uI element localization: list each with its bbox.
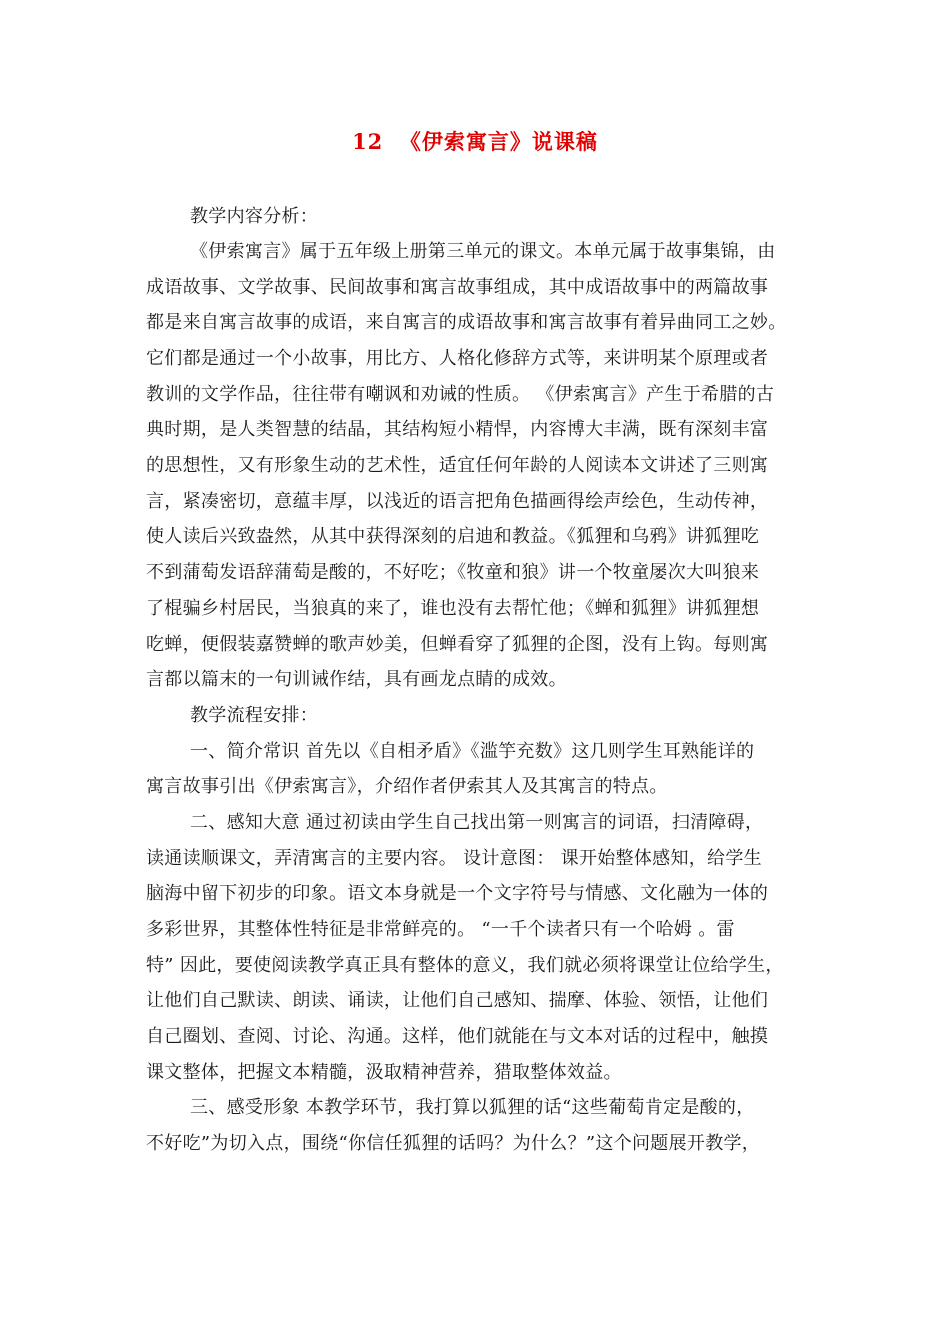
text-line: 不好吃”为切入点，围绕“你信任狐狸的话吗？为什么？”这个问题展开教学， (146, 1133, 761, 1154)
text-line: 了棍骗乡村居民，当狼真的来了，谁也没有去帮忙他；《蝉和狐狸》讲狐狸想 (146, 598, 760, 619)
text-line: 二、感知大意 通过初读由学生自己找出第一则寓言的词语，扫清障碍， (190, 812, 764, 833)
text-line: 言都以篇末的一句训诫作结，具有画龙点睛的成效。 (146, 669, 567, 690)
section-heading-content-analysis: 教学内容分析： (190, 206, 319, 227)
section-heading-teaching-flow: 教学流程安排： (190, 705, 319, 726)
text-line: 自己圈划、查阅、讨论、沟通。这样，他们就能在与文本对话的过程中，触摸 (146, 1026, 769, 1047)
text-line: 典时期，是人类智慧的结晶，其结构短小精悍，内容博大丰满，既有深刻丰富 (146, 419, 769, 440)
text-line: 读通读顺课文，弄清寓言的主要内容。 设计意图： 课开始整体感知，给学生 (146, 848, 762, 869)
text-line: 寓言故事引出《伊索寓言》，介绍作者伊索其人及其寓言的特点。 (146, 776, 668, 797)
text-line: 让他们自己默读、朗读、诵读，让他们自己感知、揣摩、体验、领悟，让他们 (146, 990, 769, 1011)
text-line: 不到蒲萄发语辞蒲萄是酸的，不好吃；《牧童和狼》讲一个牧童屡次大叫狼来 (146, 562, 760, 583)
text-line: 特” 因此，要使阅读教学真正具有整体的意义，我们就必须将课堂让位给学生， (146, 955, 784, 976)
text-line: 多彩世界，其整体性特征是非常鲜亮的。 “一千个读者只有一个哈姆 。雷 (146, 919, 735, 940)
text-line: 三、感受形象 本教学环节，我打算以狐狸的话“这些葡萄肯定是酸的， (190, 1097, 755, 1118)
text-line: 使人读后兴致盎然，从其中获得深刻的启迪和教益。《狐狸和乌鸦》讲狐狸吃 (146, 526, 760, 547)
text-line: 脑海中留下初步的印象。语文本身就是一个文字符号与情感、文化融为一体的 (146, 883, 769, 904)
text-line: 的思想性，又有形象生动的艺术性，适宜任何年龄的人阅读本文讲述了三则寓 (146, 455, 769, 476)
text-line: 一、简介常识 首先以《自相矛盾》《滥竽充数》这几则学生耳熟能详的 (190, 741, 755, 762)
text-line: 成语故事、文学故事、民间故事和寓言故事组成，其中成语故事中的两篇故事 (146, 277, 769, 298)
text-line: 吃蝉，便假装嘉赞蝉的歌声妙美，但蝉看穿了狐狸的企图，没有上钩。每则寓 (146, 634, 769, 655)
text-line: 教训的文学作品，往往带有嘲讽和劝诫的性质。 《伊索寓言》产生于希腊的古 (146, 384, 775, 405)
page-title: 12 《伊索寓言》说课稿 (352, 129, 598, 154)
text-line: 《伊索寓言》属于五年级上册第三单元的课文。本单元属于故事集锦，由 (190, 241, 776, 262)
text-line: 课文整体，把握文本精髓，汲取精神营养，猎取整体效益。 (146, 1062, 622, 1083)
text-line: 都是来自寓言故事的成语，来自寓言的成语故事和寓言故事有着异曲同工之妙。 (146, 312, 787, 333)
text-line: 它们都是通过一个小故事，用比方、人格化修辞方式等，来讲明某个原理或者 (146, 348, 769, 369)
text-line: 言，紧凑密切，意蕴丰厚，以浅近的语言把角色描画得绘声绘色，生动传神， (146, 491, 769, 512)
